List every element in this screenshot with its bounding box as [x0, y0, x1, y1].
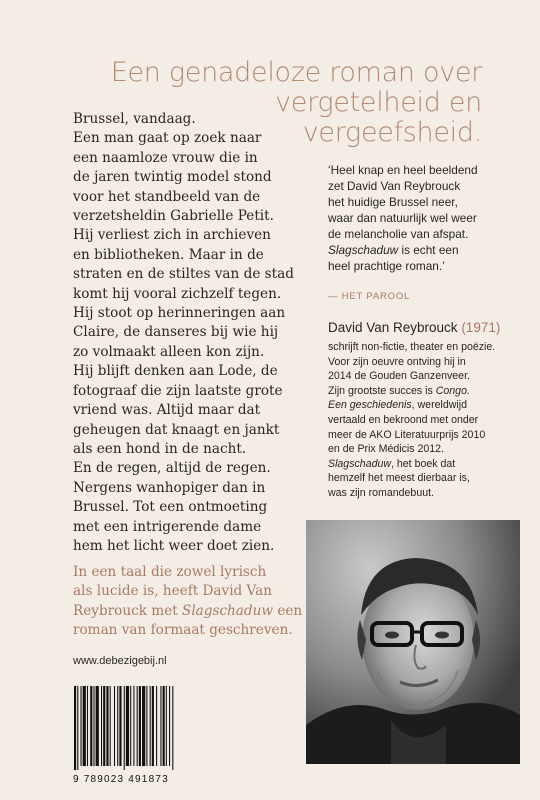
- quote-text: is echt een: [398, 243, 459, 257]
- barcode-bar: [87, 686, 88, 766]
- author-bio: [328, 340, 533, 501]
- author-portrait-illustration: [306, 520, 520, 764]
- author-heading: [328, 320, 500, 335]
- blurb-line: als een hond in de nacht.: [73, 440, 247, 457]
- barcode-bar: [156, 686, 157, 766]
- press-quote: [328, 162, 528, 274]
- barcode-bar: [74, 686, 76, 770]
- quote-line: het huidige Brussel neer,: [328, 195, 458, 209]
- closing-statement: [73, 563, 313, 641]
- book-title: Slagschaduw: [328, 457, 392, 470]
- blurb-line: Nergens wanhopiger dan in: [73, 479, 266, 496]
- publisher-website[interactable]: www.debezigebij.nl: [73, 655, 167, 667]
- closing-text: een: [273, 602, 303, 619]
- bio-line: was zijn romandebuut.: [328, 486, 434, 499]
- author-photo: [306, 520, 520, 764]
- blurb-line: zo volmaakt alleen kon zijn.: [73, 343, 265, 360]
- barcode-bar: [90, 686, 92, 766]
- blurb-line: met een intrigerende dame: [73, 518, 262, 535]
- blurb-line: hem het licht weer doet zien.: [73, 537, 275, 554]
- barcode-bar: [146, 686, 147, 766]
- barcode-bar: [133, 686, 134, 766]
- blurb-line: voor het standbeeld van de: [73, 188, 261, 205]
- closing-line: als lucide is, heeft David Van: [73, 583, 272, 600]
- barcode-bar: [163, 686, 165, 766]
- quote-line: waar dan natuurlijk wel weer: [328, 211, 477, 225]
- barcode-bar: [77, 686, 78, 770]
- barcode-bar: [142, 686, 145, 766]
- blurb-line: Hij stoot op herinneringen aan: [73, 305, 286, 322]
- blurb-line: verzetsheldin Gabrielle Petit.: [73, 208, 274, 225]
- barcode-bar: [119, 686, 121, 766]
- barcode-bar: [80, 686, 81, 766]
- blurb-line: Brussel. Tot een ontmoeting: [73, 499, 268, 516]
- blurb-line: En de regen, altijd de regen.: [73, 460, 271, 477]
- quote-line: [328, 242, 528, 258]
- barcode: [73, 686, 213, 770]
- bio-line: en de Prix Médicis 2012.: [328, 443, 445, 456]
- barcode-bar: [172, 686, 173, 770]
- bio-line: vertaald en bekroond met onder: [328, 413, 479, 426]
- barcode-bar: [101, 686, 102, 766]
- bio-line: schrijft non-fictie, theater en poëzie.: [328, 341, 496, 353]
- blurb-line: vriend was. Altijd maar dat: [73, 402, 261, 419]
- barcode-bar: [117, 686, 118, 766]
- barcode-bar: [93, 686, 94, 766]
- barcode-bar: [169, 686, 170, 766]
- author-name: David Van Reybrouck: [328, 320, 462, 335]
- quote-line: ‘Heel knap en heel beeldend: [328, 163, 478, 177]
- tagline-line: Een genadeloze roman over: [110, 57, 482, 88]
- blurb-line: een naamloze vrouw die in: [73, 149, 258, 166]
- book-title: Congo.: [435, 384, 470, 397]
- blurb-line: Hij blijft denken aan Lode, de: [73, 363, 278, 380]
- bio-line: meer de AKO Literatuurprijs 2010: [328, 428, 486, 441]
- barcode-bar: [137, 686, 138, 766]
- blurb-line: komt hij vooral zichzelf tegen.: [73, 285, 282, 302]
- synopsis-blurb: [73, 110, 313, 556]
- author-birth-year: (1971): [461, 320, 501, 335]
- barcode-bar: [96, 686, 99, 766]
- barcode-bar: [150, 686, 151, 766]
- barcode-bar: [106, 686, 108, 766]
- blurb-line: geheugen dat knaagt en jankt: [73, 421, 280, 438]
- closing-line: roman van formaat geschreven.: [73, 622, 293, 639]
- quote-source: — HET PAROOL: [328, 291, 411, 302]
- closing-line: [73, 602, 313, 621]
- bio-text: Zijn grootste succes is: [328, 384, 436, 397]
- blurb-line: Brussel, vandaag.: [73, 111, 196, 127]
- book-title: Een geschiedenis: [328, 399, 412, 412]
- barcode-bar: [139, 686, 141, 766]
- bio-line: hemzelf het meest dierbaar is,: [328, 472, 470, 485]
- barcode-bar: [124, 686, 125, 770]
- barcode-bar: [130, 686, 131, 766]
- blurb-line: de jaren twintig model stond: [73, 169, 272, 186]
- barcode-bar: [103, 686, 105, 766]
- blurb-line: Hij verliest zich in archieven: [73, 227, 271, 244]
- barcode-bar: [114, 686, 115, 766]
- bio-text: , wereldwijd: [411, 399, 467, 412]
- barcode-bar: [110, 686, 111, 766]
- tagline-line: vergetelheid en: [275, 87, 482, 118]
- book-title: Slagschaduw: [182, 602, 274, 619]
- tagline-line: vergeefsheid.: [302, 117, 482, 148]
- blurb-line: Een man gaat op zoek naar: [73, 130, 262, 147]
- quote-line: heel prachtige roman.’: [328, 259, 445, 273]
- quote-line: zet David Van Reybrouck: [328, 179, 461, 193]
- barcode-bar: [152, 686, 154, 766]
- book-title: Slagschaduw: [328, 243, 399, 257]
- barcode-bar: [83, 686, 86, 766]
- closing-text: Reybrouck met: [73, 602, 182, 619]
- isbn-number: 9 789023 491873: [73, 774, 169, 785]
- barcode-bar: [160, 686, 161, 766]
- blurb-line: fotograaf die zijn laatste grote: [73, 382, 283, 399]
- barcode-graphic: [73, 686, 213, 770]
- bio-line: [328, 384, 533, 399]
- barcode-bar: [126, 686, 129, 766]
- bio-line: 2014 de Gouden Ganzenveer.: [328, 370, 470, 383]
- bio-line: [328, 457, 533, 472]
- closing-line: In een taal die zowel lyrisch: [73, 564, 267, 580]
- bio-text: , het boek dat: [391, 457, 456, 470]
- blurb-line: straten en de stiltes van de stad: [73, 266, 294, 283]
- blurb-line: en bibliotheken. Maar in de: [73, 246, 264, 263]
- barcode-bar: [166, 686, 167, 766]
- bio-line: [328, 398, 533, 413]
- blurb-line: Claire, de danseres bij wie hij: [73, 324, 279, 341]
- quote-line: de melancholie van afspat.: [328, 227, 469, 241]
- bio-line: Voor zijn oeuvre ontving hij in: [328, 355, 466, 368]
